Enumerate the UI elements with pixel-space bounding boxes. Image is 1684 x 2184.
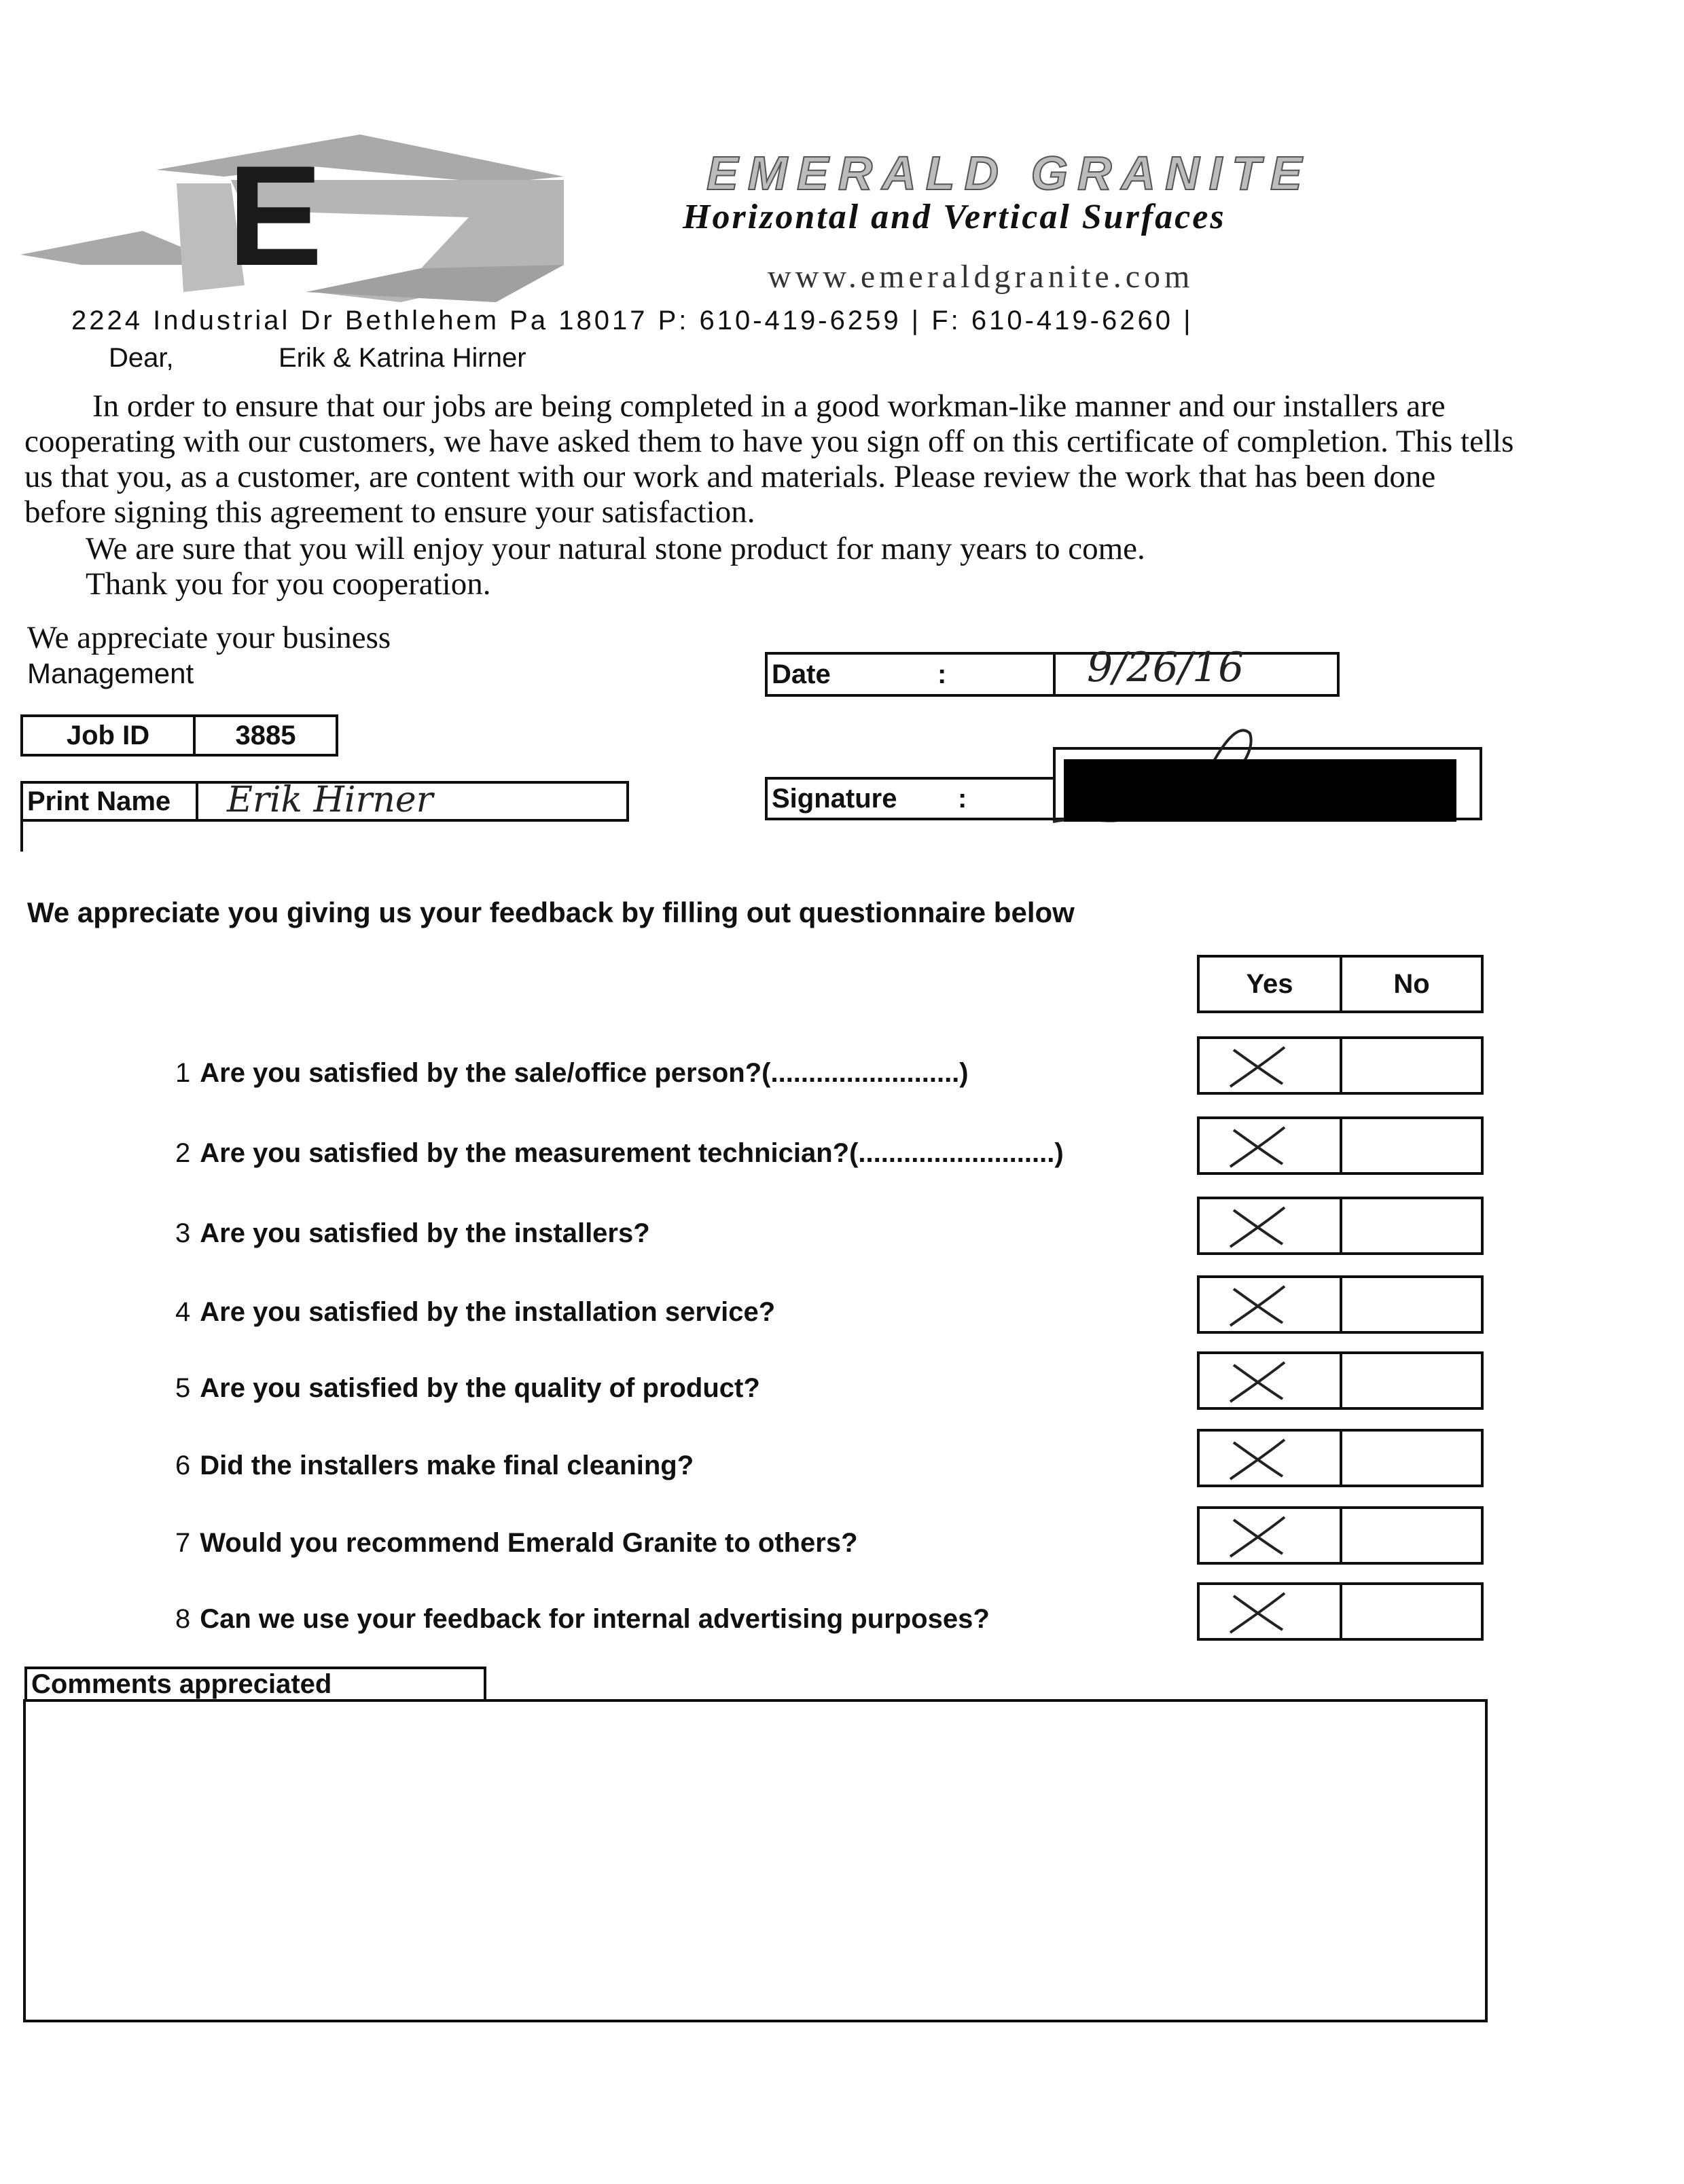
signature-label-box bbox=[765, 777, 1057, 820]
comments-field[interactable] bbox=[23, 1699, 1488, 2022]
no-header: No bbox=[1393, 968, 1430, 999]
date-divider bbox=[1053, 655, 1056, 694]
comments-value[interactable] bbox=[26, 1702, 1485, 1715]
no-checkbox-8[interactable] bbox=[1342, 1585, 1481, 1638]
date-value[interactable]: 9/26/16 bbox=[1087, 644, 1244, 691]
comments-label-box bbox=[24, 1667, 486, 1702]
yes-checkbox-4[interactable] bbox=[1200, 1278, 1342, 1331]
print-name-label: Print Name bbox=[23, 784, 198, 819]
date-colon: : bbox=[937, 659, 947, 689]
check-x-mark-3 bbox=[1220, 1202, 1295, 1250]
company-address: 2224 Industrial Dr Bethlehem Pa 18017 P: 610-419-6259 | F: 610-419-6260 | bbox=[71, 306, 1194, 335]
date-field bbox=[765, 644, 1340, 697]
question-1: 1 Are you satisfied by the sale/office person?(.........................) bbox=[175, 1058, 969, 1088]
check-x-mark-1 bbox=[1220, 1042, 1295, 1089]
question-5: 5 Are you satisfied by the quality of product? bbox=[175, 1373, 760, 1403]
check-x-mark-2 bbox=[1220, 1122, 1295, 1169]
signature-label: Signature bbox=[772, 783, 897, 814]
letter-paragraph-1: In order to ensure that our jobs are being completed in a good workman-like manner and our installers are cooperating with our customers, we have asked them to have you sign off on this certificate of completion. This tells us that you, as a customer, are content with our work and materials. Please review the work that has been done before signing this agreement to ensure your satisfaction. bbox=[24, 388, 1514, 530]
signoff: Management bbox=[27, 657, 194, 689]
yes-checkbox-8[interactable] bbox=[1200, 1585, 1342, 1638]
question-7: 7 Would you recommend Emerald Granite to others? bbox=[175, 1528, 858, 1558]
answer-row-1 bbox=[1197, 1036, 1484, 1095]
answer-row-5 bbox=[1197, 1351, 1484, 1410]
answer-row-4 bbox=[1197, 1275, 1484, 1334]
no-checkbox-2[interactable] bbox=[1342, 1119, 1481, 1172]
print-name-value[interactable]: Erik Hirner bbox=[227, 780, 433, 820]
no-checkbox-6[interactable] bbox=[1342, 1432, 1481, 1485]
answer-row-2 bbox=[1197, 1116, 1484, 1175]
letter-paragraph-3: Thank you for you cooperation. bbox=[86, 566, 491, 602]
check-x-mark-4 bbox=[1220, 1281, 1295, 1328]
question-3: 3 Are you satisfied by the installers? bbox=[175, 1218, 650, 1248]
yes-no-header bbox=[1197, 955, 1484, 1013]
question-6: 6 Did the installers make final cleaning? bbox=[175, 1451, 694, 1480]
yes-checkbox-6[interactable] bbox=[1200, 1432, 1342, 1485]
yes-checkbox-2[interactable] bbox=[1200, 1119, 1342, 1172]
yes-header: Yes bbox=[1200, 958, 1342, 1011]
brand-tagline: Horizontal and Vertical Surfaces bbox=[683, 198, 1226, 236]
yes-checkbox-1[interactable] bbox=[1200, 1039, 1342, 1092]
answer-row-7 bbox=[1197, 1506, 1484, 1565]
no-checkbox-3[interactable] bbox=[1342, 1199, 1481, 1252]
question-4: 4 Are you satisfied by the installation service? bbox=[175, 1297, 776, 1327]
no-checkbox-1[interactable] bbox=[1342, 1039, 1481, 1092]
no-checkbox-5[interactable] bbox=[1342, 1354, 1481, 1407]
yes-checkbox-5[interactable] bbox=[1200, 1354, 1342, 1407]
question-2: 2 Are you satisfied by the measurement technician?(..........................) bbox=[175, 1138, 1064, 1168]
customer-name: Erik & Katrina Hirner bbox=[279, 343, 526, 373]
date-label: Date bbox=[772, 659, 831, 689]
logo-letter: E bbox=[227, 136, 323, 295]
yes-checkbox-3[interactable] bbox=[1200, 1199, 1342, 1252]
job-id-field bbox=[20, 714, 338, 757]
print-name-field bbox=[20, 781, 629, 822]
salutation: Dear, bbox=[109, 343, 174, 373]
no-checkbox-7[interactable] bbox=[1342, 1509, 1481, 1562]
check-x-mark-7 bbox=[1220, 1512, 1295, 1559]
answer-row-3 bbox=[1197, 1197, 1484, 1255]
closing-line: We appreciate your business bbox=[27, 620, 391, 655]
yes-checkbox-7[interactable] bbox=[1200, 1509, 1342, 1562]
job-id-label: Job ID bbox=[23, 717, 196, 754]
job-id-value: 3885 bbox=[235, 720, 296, 750]
answer-row-6 bbox=[1197, 1429, 1484, 1487]
check-x-mark-8 bbox=[1220, 1588, 1295, 1635]
print-name-underline bbox=[20, 819, 23, 852]
check-x-mark-5 bbox=[1220, 1357, 1295, 1404]
question-8: 8 Can we use your feedback for internal advertising purposes? bbox=[175, 1604, 990, 1634]
company-logo bbox=[20, 129, 584, 306]
signature-redaction bbox=[1064, 759, 1456, 822]
questionnaire-heading: We appreciate you giving us your feedback by filling out questionnaire below bbox=[27, 896, 1075, 928]
answer-row-8 bbox=[1197, 1582, 1484, 1641]
comments-label: Comments appreciated bbox=[31, 1669, 332, 1699]
letter-paragraph-2: We are sure that you will enjoy your natural stone product for many years to come. bbox=[86, 531, 1145, 566]
signature-colon: : bbox=[958, 783, 967, 814]
check-x-mark-6 bbox=[1220, 1434, 1295, 1482]
brand-website: www.emeraldgranite.com bbox=[768, 259, 1194, 295]
no-checkbox-4[interactable] bbox=[1342, 1278, 1481, 1331]
brand-name: EMERALD GRANITE bbox=[706, 147, 1312, 200]
